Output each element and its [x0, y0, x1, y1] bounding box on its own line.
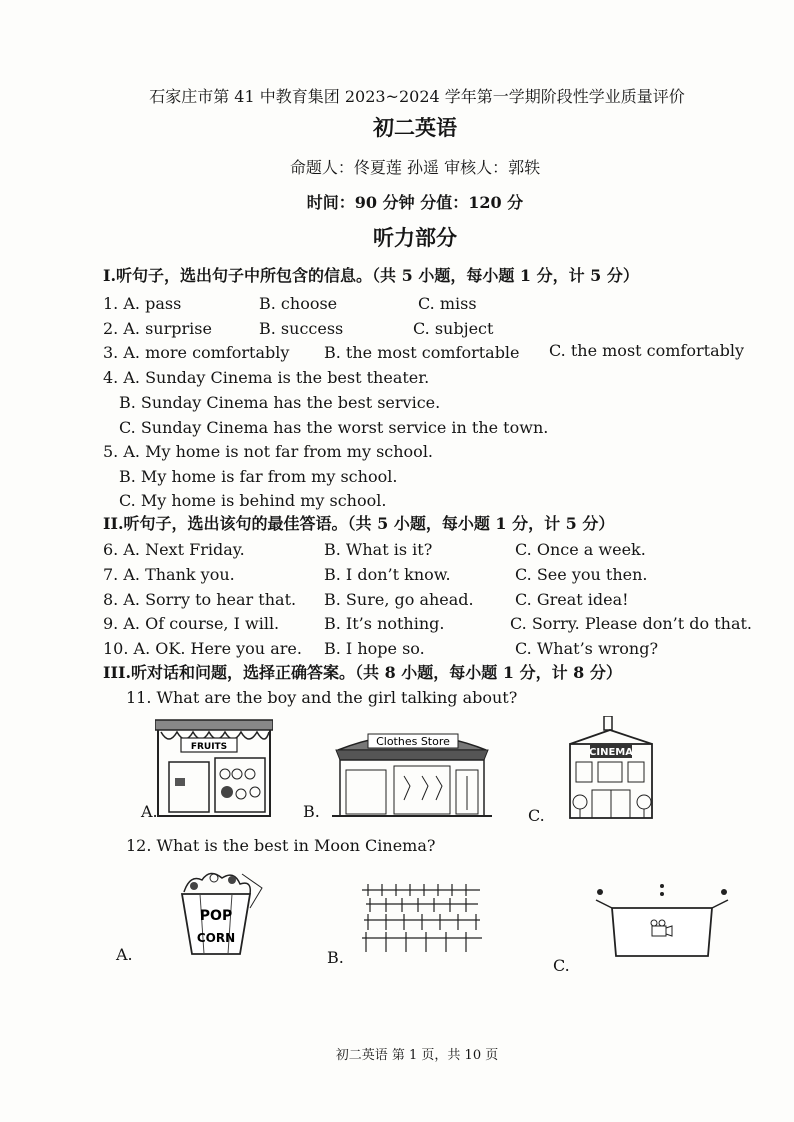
popcorn-picture [170, 868, 264, 958]
cinema-screen-picture [592, 882, 732, 958]
q11-label-a: A. [141, 802, 158, 821]
q10-option-a: 10. A. OK. Here you are. [103, 639, 302, 658]
popcorn-text-bottom: CORN [196, 931, 236, 945]
q4-option-c: C. Sunday Cinema has the worst service in the town. [119, 418, 549, 437]
q2-option-b: B. success [259, 319, 344, 338]
q4-option-a: 4. A. Sunday Cinema is the best theater. [103, 368, 430, 387]
q7-option-c: C. See you then. [515, 565, 648, 584]
q11-label-c: C. [528, 806, 545, 825]
fruit-shop-sign: FRUITS [190, 742, 228, 752]
popcorn-text-top: POP [199, 908, 233, 924]
q6-option-b: B. What is it? [324, 540, 433, 559]
q11-question: 11. What are the boy and the girl talking about? [126, 688, 518, 707]
cinema-sign: CINEMA [589, 747, 633, 758]
clothes-store-picture [332, 726, 492, 820]
section-1-title: I.听句子，选出句子中所包含的信息。（共 5 小题，每小题 1 分，计 5 分） [103, 266, 639, 285]
q3-option-a: 3. A. more comfortably [103, 343, 290, 362]
q9-option-c: C. Sorry. Please don’t do that. [510, 614, 753, 633]
q1-option-a: 1. A. pass [103, 294, 182, 313]
part-title: 听力部分 [373, 225, 457, 250]
q7-option-a: 7. A. Thank you. [103, 565, 235, 584]
q10-option-b: B. I hope so. [324, 639, 425, 658]
q5-option-b: B. My home is far from my school. [119, 467, 398, 486]
q12-label-c: C. [553, 956, 570, 975]
q3-option-b: B. the most comfortable [324, 343, 520, 362]
cinema-seats-picture [358, 882, 484, 954]
q9-option-b: B. It’s nothing. [324, 614, 445, 633]
q6-option-a: 6. A. Next Friday. [103, 540, 245, 559]
q12-label-b: B. [327, 948, 344, 967]
q6-option-c: C. Once a week. [515, 540, 646, 559]
q2-option-a: 2. A. surprise [103, 319, 212, 338]
q7-option-b: B. I don’t know. [324, 565, 451, 584]
q8-option-a: 8. A. Sorry to hear that. [103, 590, 297, 609]
q1-option-b: B. choose [259, 294, 338, 313]
q5-option-a: 5. A. My home is not far from my school. [103, 442, 434, 461]
q2-option-c: C. subject [413, 319, 494, 338]
q8-option-b: B. Sure, go ahead. [324, 590, 474, 609]
q5-option-c: C. My home is behind my school. [119, 491, 387, 510]
q4-option-b: B. Sunday Cinema has the best service. [119, 393, 441, 412]
q12-label-a: A. [116, 945, 133, 964]
clothes-store-sign: Clothes Store [376, 735, 450, 748]
q12-question: 12. What is the best in Moon Cinema? [126, 836, 436, 855]
q9-option-a: 9. A. Of course, I will. [103, 614, 280, 633]
q8-option-c: C. Great idea! [515, 590, 629, 609]
school-line: 石家庄市第 41 中教育集团 2023~2024 学年第一学期阶段性学业质量评价 [149, 87, 685, 106]
q10-option-c: C. What’s wrong? [515, 639, 659, 658]
page-footer: 初二英语 第 1 页，共 10 页 [335, 1048, 499, 1063]
fruit-shop-picture [155, 718, 273, 820]
q11-label-b: B. [303, 802, 320, 821]
q3-option-c: C. the most comfortably [549, 341, 744, 360]
section-3-title: III.听对话和问题，选择正确答案。（共 8 小题，每小题 1 分，计 8 分） [103, 663, 622, 682]
time-score-line: 时间：90 分钟 分值：120 分 [306, 193, 524, 212]
q1-option-c: C. miss [418, 294, 477, 313]
subject-title: 初二英语 [373, 115, 457, 140]
section-2-title: II.听句子，选出该句的最佳答语。（共 5 小题，每小题 1 分，计 5 分） [103, 514, 615, 533]
cinema-picture [560, 716, 662, 820]
authors-line: 命题人：佟夏莲 孙遥 审核人：郭轶 [289, 158, 541, 177]
